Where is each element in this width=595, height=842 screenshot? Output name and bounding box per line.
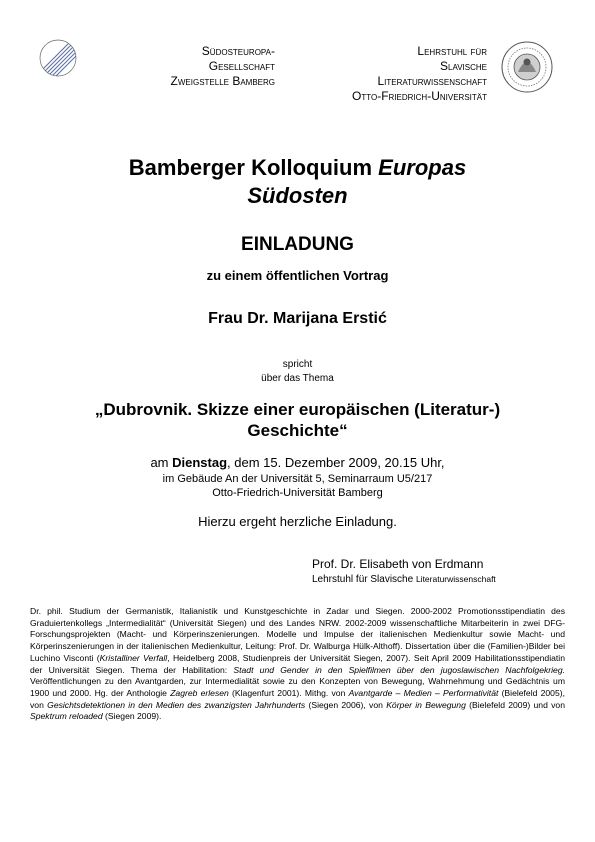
header-right-line: Slavische [440,59,487,73]
bio-italic: Gesichtsdetektionen in den Medien des zwanzigsten Jahrhunderts [47,699,306,710]
university-seal-logo [500,38,554,96]
header-right-line: Literaturwissenschaft [377,74,487,88]
bio-text: (Klagenfurt 2001). Mithg. von [228,687,349,698]
bio-italic: Kristalliner Verfall [99,652,168,663]
invitation-heading: EINLADUNG [241,234,354,255]
bio-italic: Zagreb erlesen [170,687,229,698]
bio-text: , Heidelberg 2008, Studienpreis der Universität Siegen, 2007). Seit April 2009 Habilitationsstipendiatin der Universität Siegen. Thema der Habilitation: [30,652,565,675]
bio-italic: Körper in Bewegung [386,699,466,710]
invitation-note: Hierzu ergeht herzliche Einladung. [198,514,397,529]
bio-text: (Siegen 2009). [102,711,162,722]
date-prefix: am [150,455,173,470]
bio-text: (Bielefeld 2005), von [30,687,565,710]
header-left-organization [150,44,275,89]
event-venue [0,472,595,500]
speaks-about [0,358,595,386]
bio-italic: Avantgarde – Medien – Performativität [348,687,499,698]
header-right-organization [305,44,487,104]
topic-line: „Dubrovnik. Skizze einer europäischen (Literatur-) [94,400,501,419]
date-rest: , dem 15. Dezember 2009, 20.15 Uhr, [227,455,445,470]
suedosteuropa-gesellschaft-logo [38,38,78,78]
event-series-title [0,154,595,210]
invitation-subheading: zu einem öffentlichen Vortrag [206,268,389,283]
speaker-biography [30,606,565,723]
header-right-line: Otto-Friedrich-Universität [352,89,487,103]
bio-italic: Stadt und Gender in den Spielfilmen über den jugoslawischen Nachfolgekrieg. [233,664,566,675]
bio-text: (Siegen 2006), von [305,699,387,710]
speaker-name: Frau Dr. Marijana Erstić [208,310,387,327]
title-italic-line2: Südosten [247,183,348,208]
speaks-line: spricht [282,359,313,370]
header-left-line: Südosteuropa- [201,44,275,58]
bio-text: Dr. phil. Studium der Germanistik, Italianistik und Kunstgeschichte in Zadar und Siegen. 2000-2002 Promotionsstipendiatin des Graduiertenkollegs „Intermedialität“ (Universität Siegen) und des Landes NRW. 2002-2009 wissenschaftliche Mitarbeiterin in zwei DFG-Forschungsprojekten (Macht- und Körperinszenierungen. Modelle und Impulse der italienischen Medienkultur sowie Macht- und Körperinszenierungen in der italienischen Medienkultur, Leitung: Prof. Dr. Walburga Hülk-Althoff). Dissertation über die (Familien-)Bilder bei Luchino Visconti ( [30,606,565,663]
bio-text: (Bielefeld 2009) und von [465,699,565,710]
signature-department [312,574,496,585]
venue-line: Otto-Friedrich-Universität Bamberg [212,487,383,499]
header-left-line: Gesellschaft [208,59,275,73]
header-right-line: Lehrstuhl für [417,44,487,58]
header-left-line: Zweigstelle Bamberg [170,74,275,88]
venue-line: im Gebäude An der Universität 5, Seminarraum U5/217 [162,473,433,485]
signature-dept-a: Lehrstuhl für Slavische [312,574,416,585]
signature-name: Prof. Dr. Elisabeth von Erdmann [312,557,484,571]
title-italic: Europas [378,155,467,180]
title-plain: Bamberger Kolloquium [128,155,379,180]
signature-dept-b: Literaturwissenschaft [415,574,496,584]
event-date [0,455,595,471]
topic-line: Geschichte“ [247,421,348,440]
bio-text: Veröffentlichungen zu den Avantgarden, zur Intermedialität sowie zu den Konzepten von Bewegung, Wahrnehmung und Gedächtnis um 1900 und 2000. Hg. der Anthologie [30,676,565,698]
lecture-topic [0,399,595,441]
bio-italic: Spektrum reloaded [30,711,103,722]
date-day: Dienstag [172,455,228,470]
speaks-line: über das Thema [261,373,334,384]
